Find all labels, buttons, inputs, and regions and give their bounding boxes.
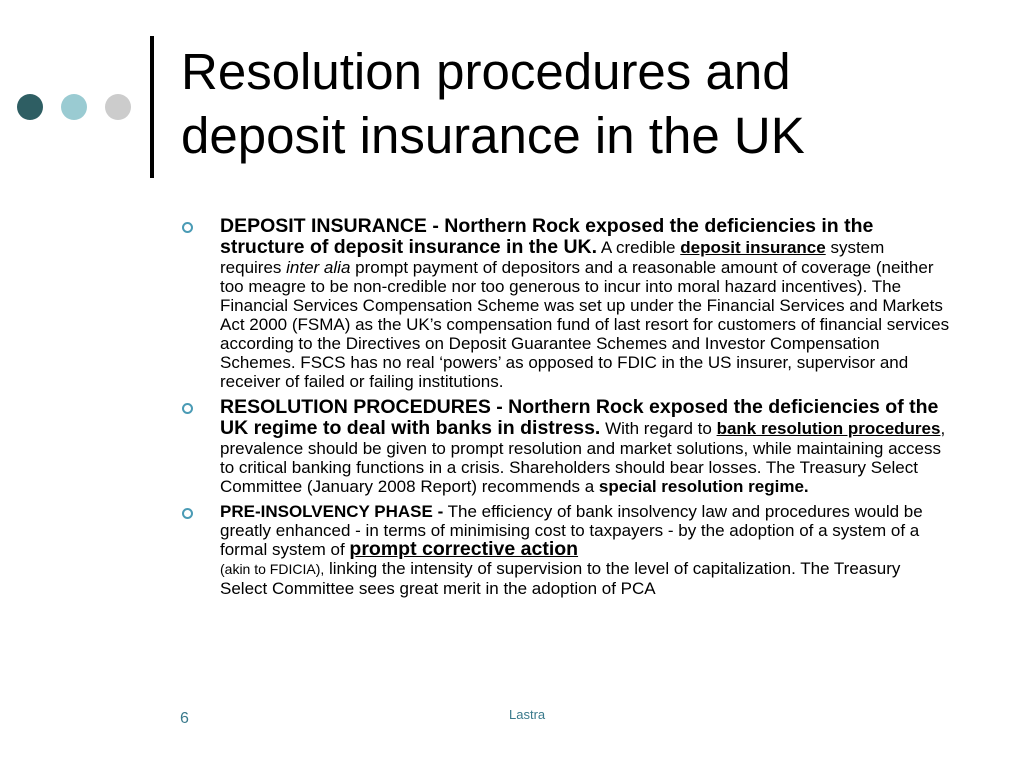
- slide-title-line-1: Resolution procedures and: [181, 43, 791, 100]
- bullet-text: system requires: [220, 238, 885, 277]
- dot-icon: [105, 94, 131, 120]
- bullet-small: (akin to FDICIA),: [220, 561, 325, 577]
- footer-author: Lastra: [509, 707, 546, 722]
- bullet-italic: inter alia: [286, 258, 351, 277]
- dot-icon: [61, 94, 87, 120]
- bullet-emphasis: bank resolution procedures: [716, 419, 941, 438]
- title-divider: [150, 36, 154, 178]
- bullet-text: , prevalence should be given to prompt resolution and market solutions, while maintaining access to critical banking functions in a crisis. Shareholders should bear losses. The Treasury Select Committee (January 2008 Report) recommends a: [220, 419, 946, 496]
- bullet-heading: DEPOSIT INSURANCE - Northern Rock exposed the deficiencies in the structure of deposit insurance in the UK.: [220, 215, 874, 258]
- bullet-text: prompt payment of depositors and a reasonable amount of coverage (neither too meagre to be non-credible nor too generous to incur into moral hazard incentives). The Financial Services Compensation Scheme was set up under the Financial Services and Markets Act 2000 (FSMA) as the UK’s compensation fund of last resort for customers of financial services according to the Directives on Deposit Guarantee Schemes and Investor Compensation Schemes. FSCS has no real ‘powers’ as opposed to FDIC in the US insurer, supervisor and receiver of failed or failing institutions.: [220, 258, 950, 391]
- bullet-deposit-insurance: [180, 216, 950, 391]
- bullet-text: linking the intensity of supervision to the level of capitalization. The Treasury Select Committee sees great merit in the adoption of PCA: [220, 559, 901, 598]
- slide-title-line-2: deposit insurance in the UK: [181, 107, 805, 164]
- bullet-circle-icon: [182, 222, 193, 233]
- bullet-text: The efficiency of bank insolvency law and procedures would be greatly enhanced - in terms of minimising cost to taxpayers - by the adoption of a system of a formal system of: [220, 502, 923, 559]
- bullet-circle-icon: [182, 403, 193, 414]
- dot-icon: [17, 94, 43, 120]
- bullet-circle-icon: [182, 508, 193, 519]
- bullet-text: A credible: [597, 238, 681, 257]
- bullet-emphasis: deposit insurance: [680, 238, 826, 257]
- decorative-dots: [16, 94, 136, 122]
- slide-number: 6: [180, 710, 189, 727]
- bullet-text: With regard to: [600, 419, 717, 438]
- slide-body: [180, 216, 950, 604]
- bullet-bold: special resolution regime.: [598, 477, 809, 496]
- bullet-heading: PRE-INSOLVENCY PHASE -: [220, 502, 444, 521]
- bullet-emphasis: prompt corrective action: [349, 538, 579, 560]
- bullet-pre-insolvency: [180, 502, 950, 598]
- bullet-resolution-procedures: [180, 397, 950, 496]
- slide-title: [181, 40, 1001, 168]
- bullet-heading: RESOLUTION PROCEDURES - Northern Rock exposed the deficiencies of the UK regime to deal with banks in distress.: [220, 396, 939, 439]
